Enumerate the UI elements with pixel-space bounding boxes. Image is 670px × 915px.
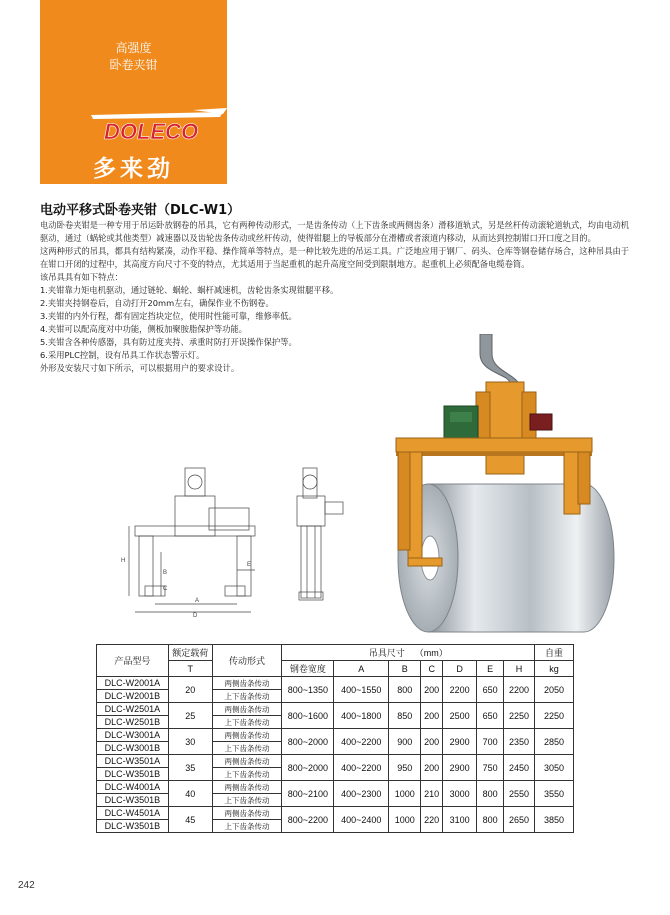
category-banner	[40, 0, 227, 184]
mode-cell: 上下齿条传动	[212, 794, 282, 807]
mode-cell: 上下齿条传动	[212, 820, 282, 833]
mode-cell: 上下齿条传动	[212, 690, 282, 703]
svg-text:E: E	[247, 562, 252, 568]
svg-text:H: H	[121, 558, 126, 564]
weight-cell: 2050	[535, 677, 574, 703]
dim-c-cell: 200	[421, 703, 443, 729]
features-heading: 该吊具具有如下特点：	[40, 272, 123, 282]
dim-a-cell: 400~2200	[334, 729, 389, 755]
dim-d-cell: 2200	[443, 677, 477, 703]
dim-h-cell: 2650	[504, 807, 535, 833]
specification-table	[96, 644, 574, 833]
category-line-1: 高强度	[115, 41, 152, 55]
mode-cell: 两侧齿条传动	[212, 677, 282, 690]
feature-item: 2.夹钳夹持钢卷后，自动打开20mm左右，确保作业不伤钢卷。	[40, 298, 274, 308]
mode-cell: 两侧齿条传动	[212, 807, 282, 820]
header-dimensions: 吊具尺寸 （mm）	[282, 645, 535, 661]
table-row	[97, 807, 574, 820]
svg-text:A: A	[195, 598, 200, 604]
dim-h-cell: 2250	[504, 703, 535, 729]
width-cell: 800~2200	[282, 807, 334, 833]
table-row	[97, 755, 574, 768]
header-load: 额定载荷	[168, 645, 212, 661]
category-line-2: 卧卷夹钳	[109, 58, 158, 72]
load-cell: 40	[168, 781, 212, 807]
header-mode: 传动形式	[212, 645, 282, 677]
svg-text:B: B	[163, 570, 168, 576]
dim-h-cell: 2550	[504, 781, 535, 807]
dim-d-cell: 2900	[443, 755, 477, 781]
product-title: 电动平移式卧卷夹钳（DLC-W1）	[40, 203, 241, 218]
model-cell: DLC-W3001A	[97, 729, 169, 742]
header-model: 产品型号	[97, 645, 169, 677]
dim-d-cell: 3000	[443, 781, 477, 807]
load-cell: 25	[168, 703, 212, 729]
dim-h-cell: 2200	[504, 677, 535, 703]
dim-b-cell: 950	[389, 755, 421, 781]
dim-e-cell: 750	[477, 755, 504, 781]
dim-e-cell: 700	[477, 729, 504, 755]
model-cell: DLC-W3501A	[97, 755, 169, 768]
weight-cell: 2850	[535, 729, 574, 755]
page-number: 242	[18, 880, 35, 891]
dim-a-cell: 400~2400	[334, 807, 389, 833]
header-coil-width: 钢卷宽度	[282, 661, 334, 677]
dimension-note: 外形及安装尺寸如下所示，可以根据用户的要求设计。	[40, 363, 240, 373]
description-paragraph: 电动卧卷夹钳是一种专用于吊运卧放钢卷的吊具，它有两种传动形式，一是齿条传动（上下齿条或两侧齿条）滑移道轨式，另是丝杆传动滚轮道轨式，均由电动机驱动，通过（蜗轮或其他类型）减速器以及齿轮齿条传动或丝杆传动，使得钳腿上的导板部分在滑槽或者滚道内移动，从而达到控制钳口开口度之目的。	[40, 220, 630, 243]
dim-h-cell: 2350	[504, 729, 535, 755]
table-row	[97, 677, 574, 690]
model-cell: DLC-W3501B	[97, 768, 169, 781]
width-cell: 800~2000	[282, 755, 334, 781]
dim-c-cell: 200	[421, 729, 443, 755]
svg-text:C: C	[163, 586, 168, 592]
table-row	[97, 729, 574, 742]
width-cell: 800~2000	[282, 729, 334, 755]
dim-b-cell: 850	[389, 703, 421, 729]
model-cell: DLC-W2001B	[97, 690, 169, 703]
coil-clamp-illustration	[388, 334, 620, 636]
model-cell: DLC-W4001A	[97, 781, 169, 794]
feature-item: 4.夹钳可以配高度对中功能，侧板加聚胺脂保护等功能。	[40, 324, 248, 334]
weight-cell: 3850	[535, 807, 574, 833]
dim-e-cell: 800	[477, 781, 504, 807]
header-dim-a: A	[334, 661, 389, 677]
dim-d-cell: 3100	[443, 807, 477, 833]
load-cell: 35	[168, 755, 212, 781]
load-cell: 45	[168, 807, 212, 833]
dim-h-cell: 2450	[504, 755, 535, 781]
mode-cell: 两侧齿条传动	[212, 729, 282, 742]
dimension-drawing	[115, 462, 355, 618]
header-dim-b: B	[389, 661, 421, 677]
dim-a-cell: 400~2300	[334, 781, 389, 807]
header-weight: 自重	[535, 645, 574, 661]
header-dim-e: E	[477, 661, 504, 677]
mode-cell: 两侧齿条传动	[212, 781, 282, 794]
dim-d-cell: 2500	[443, 703, 477, 729]
dim-b-cell: 800	[389, 677, 421, 703]
dim-e-cell: 800	[477, 807, 504, 833]
dim-c-cell: 210	[421, 781, 443, 807]
feature-item: 3.夹钳的内外行程，都有固定挡块定位，使用时性能可靠，维修率低。	[40, 311, 297, 321]
description-paragraph: 这两种形式的吊具，都具有结构紧凑，动作平稳、操作简单等特点，是一种比较先进的吊运工具。广泛地应用于钢厂、码头、仓库等钢卷储存场合，这种吊具由于在钳口开闭的过程中，其高度方向尺寸不变的特点，尤其适用于当起重机的起升高度空间受到限制地方。起重机上必须配备电缆卷筒。	[40, 246, 630, 269]
table-row	[97, 703, 574, 716]
mode-cell: 上下齿条传动	[212, 716, 282, 729]
header-load-unit: T	[168, 661, 212, 677]
model-cell: DLC-W3001B	[97, 742, 169, 755]
weight-cell: 2250	[535, 703, 574, 729]
load-cell: 30	[168, 729, 212, 755]
table-row	[97, 781, 574, 794]
feature-item: 1.夹钳靠力矩电机驱动，通过链轮、蜗轮、蜗杆减速机，齿轮齿条实现钳腿平移。	[40, 285, 339, 295]
width-cell: 800~2100	[282, 781, 334, 807]
dim-a-cell: 400~1550	[334, 677, 389, 703]
model-cell: DLC-W4501A	[97, 807, 169, 820]
dim-b-cell: 900	[389, 729, 421, 755]
mode-cell: 两侧齿条传动	[212, 703, 282, 716]
mode-cell: 上下齿条传动	[212, 742, 282, 755]
dim-c-cell: 200	[421, 755, 443, 781]
width-cell: 800~1600	[282, 703, 334, 729]
dim-e-cell: 650	[477, 703, 504, 729]
svg-text:DOLECO: DOLECO	[103, 119, 199, 142]
dim-b-cell: 1000	[389, 807, 421, 833]
model-cell: DLC-W2001A	[97, 677, 169, 690]
dim-a-cell: 400~2200	[334, 755, 389, 781]
brand-name-cn: 多来劲	[93, 156, 174, 182]
svg-text:D: D	[193, 613, 198, 618]
header-weight-unit: kg	[535, 661, 574, 677]
header-dim-c: C	[421, 661, 443, 677]
header-dim-h: H	[504, 661, 535, 677]
dim-d-cell: 2900	[443, 729, 477, 755]
dim-e-cell: 650	[477, 677, 504, 703]
dim-c-cell: 200	[421, 677, 443, 703]
model-cell: DLC-W3501B	[97, 794, 169, 807]
dim-c-cell: 220	[421, 807, 443, 833]
header-dim-d: D	[443, 661, 477, 677]
weight-cell: 3050	[535, 755, 574, 781]
width-cell: 800~1350	[282, 677, 334, 703]
dim-a-cell: 400~1800	[334, 703, 389, 729]
feature-item: 6.采用PLC控制，设有吊具工作状态警示灯。	[40, 350, 205, 360]
weight-cell: 3550	[535, 781, 574, 807]
mode-cell: 两侧齿条传动	[212, 755, 282, 768]
model-cell: DLC-W3501B	[97, 820, 169, 833]
load-cell: 20	[168, 677, 212, 703]
model-cell: DLC-W2501A	[97, 703, 169, 716]
dim-b-cell: 1000	[389, 781, 421, 807]
model-cell: DLC-W2501B	[97, 716, 169, 729]
mode-cell: 上下齿条传动	[212, 768, 282, 781]
feature-item: 5.夹钳含各种传感器，具有防过度夹持、承重时防打开误操作保护等。	[40, 337, 297, 347]
doleco-logo	[73, 108, 228, 142]
